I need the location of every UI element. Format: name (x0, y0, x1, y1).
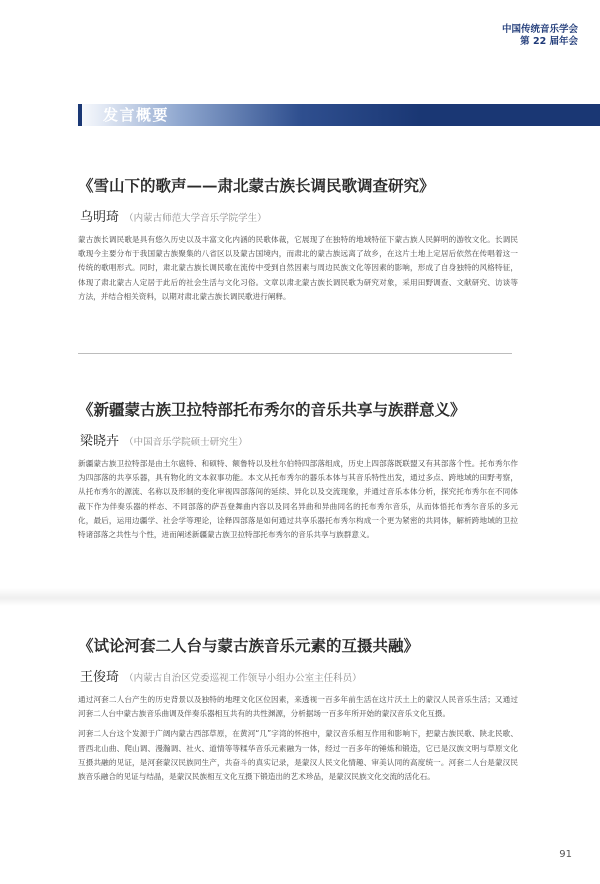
article-1 (78, 176, 518, 304)
article-title: 《试论河套二人台与蒙古族音乐元素的互摄共融》 (78, 636, 420, 655)
page-fold-shadow (0, 588, 600, 606)
abstract-paragraph: 河套二人台这个发源于广阔内蒙古西部草原，在黄河“几”字湾的怀抱中，蒙汉音乐相互作用和影响下，把蒙古族民歌、陕北民歌、晋西北山曲、爬山调、漫瀚调、社火、道情等等糅华音乐元素融为一体，经过一百多年的锤炼和锻造，它已是汉族文明与草原文化互摄共融的见证，是河套蒙汉民族同生产，共奋斗的真实记录，是蒙汉人民文化情趣、审美认同的高度统一。河套二人台是蒙汉民族音乐融合的见证与结晶，是蒙汉民族相互文化互摄下锻造出的艺术珍品，是蒙汉民族文化交流的活化石。 (78, 729, 518, 782)
conference-session: 第 22 届年会 (520, 36, 578, 47)
article-abstract (78, 693, 518, 784)
article-abstract (78, 233, 518, 304)
section-title: 发言概要 (103, 106, 170, 124)
author-affiliation: （内蒙古师范大学音乐学院学生） (124, 213, 267, 224)
banner-accent-bar (78, 104, 82, 126)
article-abstract (78, 457, 518, 542)
abstract-paragraph: 新疆蒙古族卫拉特部是由土尔扈特、和硕特、额鲁特以及杜尔伯特四部落组成，历史上四部落既联盟又有其部落个性。托布秀尔作为四部落的共享乐器，具有物化的文本叙事功能。本文从托布秀尔的器乐本体与其音乐特性出发，通过多点、跨地域的田野考察，从托布秀尔的源流、名称以及形制的变化审视四部落间的延续、异化以及交流现象，并通过音乐本体分析，探究托布秀尔在不同体裁下作为伴奏乐器的样态、不同部落的萨吾登舞曲内容以及同名异曲和异曲同名的托布秀尔音乐，从而体悟托布秀尔音乐的多元化，最后，运用边疆学、社会学等理论，诠释四部落是如何通过共享乐器托布秀尔构成一个更为紧密的共同体，解析跨地域的卫拉特诸部落之共性与个性，进而阐述新疆蒙古族卫拉特部托布秀尔的音乐共享与族群意义。 (78, 459, 518, 540)
author-affiliation: （中国音乐学院硕士研究生） (124, 437, 248, 448)
abstract-paragraph: 蒙古族长调民歌是具有悠久历史以及丰富文化内涵的民歌体裁，它展现了在独特的地域特征下蒙古族人民鲜明的游牧文化。长调民歌现今主要分布于我国蒙古族聚集的八省区以及蒙古国境内，而肃北的蒙古族远离了故乡，在这片土地上定居后依然在传唱着这一传统的歌唱形式。同时，肃北蒙古族长调民歌在流传中受到自然因素与周边民族文化等因素的影响，形成了自身独特的风格特征，体现了肃北蒙古人定居于此后的社会生活与文化习俗。文章以肃北蒙古族长调民歌为研究对象，采用田野调查、文献研究、访谈等方法，并结合相关资料，以期对肃北蒙古族长调民歌进行阐释。 (78, 235, 518, 301)
article-2 (78, 400, 518, 542)
article-divider (78, 353, 512, 354)
section-banner (0, 104, 600, 126)
author-line (80, 208, 518, 227)
author-name: 梁晓卉 (80, 434, 120, 449)
author-name: 乌明琦 (80, 210, 120, 225)
article-3 (78, 636, 518, 784)
author-name: 王俊琦 (80, 670, 120, 685)
page-number: 91 (559, 849, 572, 860)
abstract-paragraph: 通过河套二人台产生的历史背景以及独特的地理文化区位因素，来透视一百多年前生活在这片沃土上的蒙汉人民音乐生活；又通过河套二人台中蒙古族音乐曲调及伴奏乐器相互共有的共性渊源，分析据场一百多年所开始的蒙汉音乐文化互摄。 (78, 695, 518, 719)
author-line (80, 432, 518, 451)
conference-header (502, 24, 578, 48)
article-title: 《新疆蒙古族卫拉特部托布秀尔的音乐共享与族群意义》 (78, 400, 466, 419)
author-line (80, 668, 518, 687)
article-title: 《雪山下的歌声——肃北蒙古族长调民歌调查研究》 (78, 176, 435, 195)
conference-name: 中国传统音乐学会 (501, 24, 578, 35)
author-affiliation: （内蒙古自治区党委巡视工作领导小组办公室主任科员） (124, 673, 362, 684)
